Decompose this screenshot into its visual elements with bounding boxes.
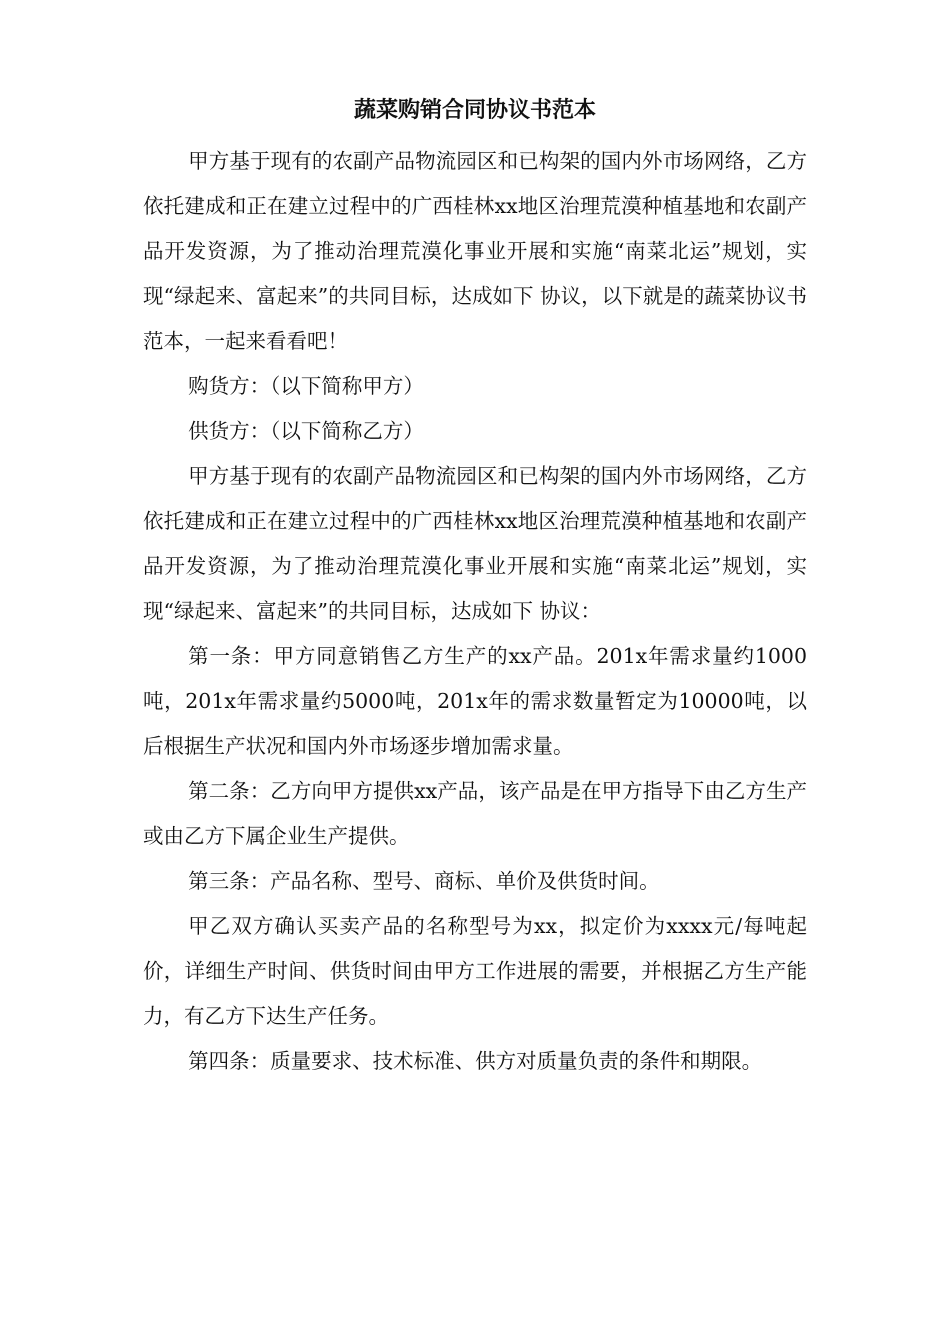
paragraph-article-3-detail: 甲乙双方确认买卖产品的名称型号为xx，拟定价为xxxx元/每吨起价，详细生产时间、供货时间由甲方工作进展的需要，并根据乙方生产能力，有乙方下达生产任务。 <box>143 914 807 1028</box>
paragraph-supplier: 供货方：（以下简称乙方） <box>188 419 424 443</box>
paragraph-article-1: 第一条：甲方同意销售乙方生产的xx产品。201x年需求量约1000吨，201x年需求量约5000吨，201x年的需求数量暂定为10000吨，以后根据生产状况和国内外市场逐步增加需求量。 <box>143 644 807 758</box>
paragraph-article-2: 第二条：乙方向甲方提供xx产品，该产品是在甲方指导下由乙方生产或由乙方下属企业生产提供。 <box>143 779 807 848</box>
paragraph-article-4: 第四条：质量要求、技术标准、供方对质量负责的条件和期限。 <box>188 1049 763 1073</box>
document-title: 蔬菜购销合同协议书范本 <box>353 97 596 123</box>
document-body <box>143 139 807 1084</box>
paragraph-buyer: 购货方：（以下简称甲方） <box>188 374 424 398</box>
paragraph-article-3: 第三条：产品名称、型号、商标、单价及供货时间。 <box>188 869 660 893</box>
paragraph-intro: 甲方基于现有的农副产品物流园区和已构架的国内外市场网络，乙方依托建成和正在建立过程中的广西桂林xx地区治理荒漠种植基地和农副产品开发资源，为了推动治理荒漠化事业开展和实施“南菜北运”规划，实现“绿起来、富起来”的共同目标，达成如下 协议，以下就是的蔬菜协议书范本，一起来看看吧！ <box>143 149 807 353</box>
paragraph-preamble: 甲方基于现有的农副产品物流园区和已构架的国内外市场网络，乙方依托建成和正在建立过程中的广西桂林xx地区治理荒漠种植基地和农副产品开发资源，为了推动治理荒漠化事业开展和实施“南菜北运”规划，实现“绿起来、富起来”的共同目标，达成如下 协议： <box>143 464 807 623</box>
